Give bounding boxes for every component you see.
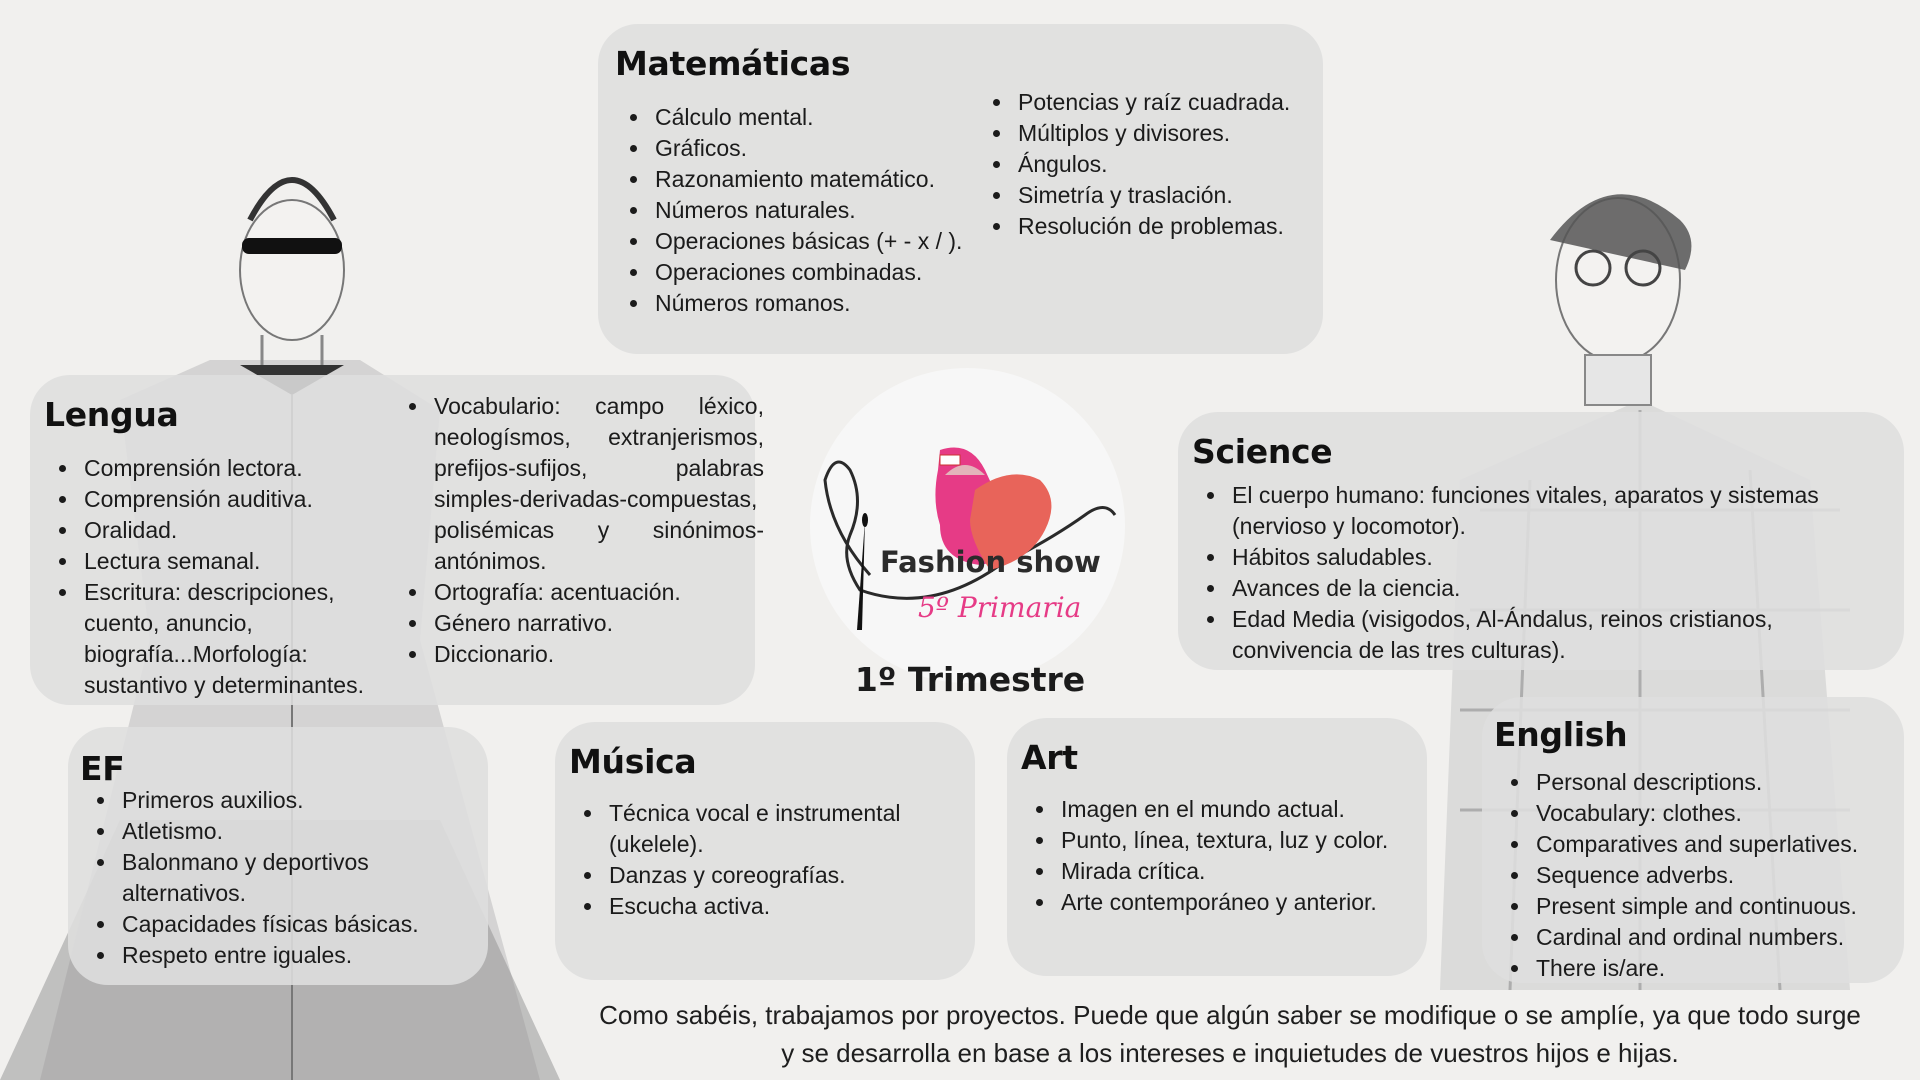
list-item: • Técnica vocal e instrumental (ukelele). (605, 798, 975, 860)
musica-list (569, 798, 975, 922)
science-list (1192, 480, 1898, 666)
footer-note: Como sabéis, trabajamos por proyectos. Puede que algún saber se modifique o se amplíe, ya que todo surge y se desarrolla en base a los intereses e inquietudes de vuestros hijos e hijas. (599, 1000, 1861, 1068)
ef-title: EF (80, 749, 125, 788)
art-list (1021, 794, 1447, 918)
list-item: • Cardinal and ordinal numbers. (1532, 922, 1920, 953)
list-item: • Punto, línea, textura, luz y color. (1057, 825, 1447, 856)
matematicas-list-1 (615, 102, 962, 319)
list-item: • Resolución de problemas. (1014, 211, 1290, 242)
english-list (1496, 767, 1920, 984)
list-item: • Edad Media (visigodos, Al-Ándalus, reinos cristianos, convivencia de las tres culturas). (1228, 604, 1898, 666)
list-item: • Personal descriptions. (1532, 767, 1920, 798)
list-item: • Múltiplos y divisores. (1014, 118, 1290, 149)
list-item: • Arte contemporáneo y anterior. (1057, 887, 1447, 918)
list-item: • Diccionario. (430, 639, 764, 670)
list-item: • Avances de la ciencia. (1228, 573, 1898, 604)
list-item: • Vocabulary: clothes. (1532, 798, 1920, 829)
list-item: • Capacidades físicas básicas. (118, 909, 498, 940)
english-title: English (1494, 715, 1628, 754)
list-item: • Present simple and continuous. (1532, 891, 1920, 922)
list-item: • Escucha activa. (605, 891, 975, 922)
page-title: 1º Trimestre (854, 660, 1086, 699)
list-item: • Comparatives and superlatives. (1532, 829, 1920, 860)
list-item: • Comprensión auditiva. (80, 484, 410, 515)
list-item: • Potencias y raíz cuadrada. (1014, 87, 1290, 118)
fashion-show-logo (810, 420, 1130, 640)
list-item: • Imagen en el mundo actual. (1057, 794, 1447, 825)
list-item: • Razonamiento matemático. (651, 164, 962, 195)
ef-list (82, 785, 498, 971)
list-item: • Primeros auxilios. (118, 785, 498, 816)
list-item: • Atletismo. (118, 816, 498, 847)
list-item: • There is/are. (1532, 953, 1920, 984)
list-item: • Sequence adverbs. (1532, 860, 1920, 891)
list-item: • Hábitos saludables. (1228, 542, 1898, 573)
art-card (1007, 718, 1427, 976)
list-item: • Gráficos. (651, 133, 962, 164)
logo-title: Fashion show (880, 545, 1101, 579)
matematicas-title: Matemáticas (615, 44, 851, 83)
list-item: • El cuerpo humano: funciones vitales, aparatos y sistemas (nervioso y locomotor). (1228, 480, 1898, 542)
list-item: • Cálculo mental. (651, 102, 962, 133)
musica-title: Música (569, 742, 697, 781)
list-item: • Escritura: descripciones, cuento, anuncio, biografía...Morfología: sustantivo y determinantes. (80, 577, 410, 701)
list-item: • Comprensión lectora. (80, 453, 410, 484)
logo-subtitle: 5º Primaria (918, 591, 1082, 624)
lengua-title: Lengua (44, 395, 179, 434)
list-item: • Números romanos. (651, 288, 962, 319)
lengua-list-1 (44, 453, 410, 701)
lengua-list-2 (394, 391, 764, 670)
list-item: • Género narrativo. (430, 608, 764, 639)
list-item: • Danzas y coreografías. (605, 860, 975, 891)
list-item: • Ortografía: acentuación. (430, 577, 764, 608)
english-card (1482, 697, 1904, 983)
list-item: • Simetría y traslación. (1014, 180, 1290, 211)
list-item: • Operaciones combinadas. (651, 257, 962, 288)
list-item: • Números naturales. (651, 195, 962, 226)
list-item: • Respeto entre iguales. (118, 940, 498, 971)
science-card (1178, 412, 1904, 670)
ef-card (68, 727, 488, 985)
art-title: Art (1021, 738, 1078, 777)
science-title: Science (1192, 432, 1333, 471)
list-item: • Mirada crítica. (1057, 856, 1447, 887)
musica-card (555, 722, 975, 980)
list-item: • Operaciones básicas (+ - x / ). (651, 226, 962, 257)
list-item: • Vocabulario: campo léxico, neologísmos, extranjerismos, prefijos-sufijos, palabras simples-derivadas-compuestas, polisémicas y sinónimos-antónimos. (430, 391, 764, 577)
list-item: • Ángulos. (1014, 149, 1290, 180)
list-item: • Oralidad. (80, 515, 410, 546)
matematicas-list-2 (978, 87, 1290, 242)
needle-icon (857, 520, 865, 630)
matematicas-card (598, 24, 1323, 354)
list-item: • Balonmano y deportivos alternativos. (118, 847, 498, 909)
list-item: • Lectura semanal. (80, 546, 410, 577)
lengua-card (30, 375, 764, 705)
